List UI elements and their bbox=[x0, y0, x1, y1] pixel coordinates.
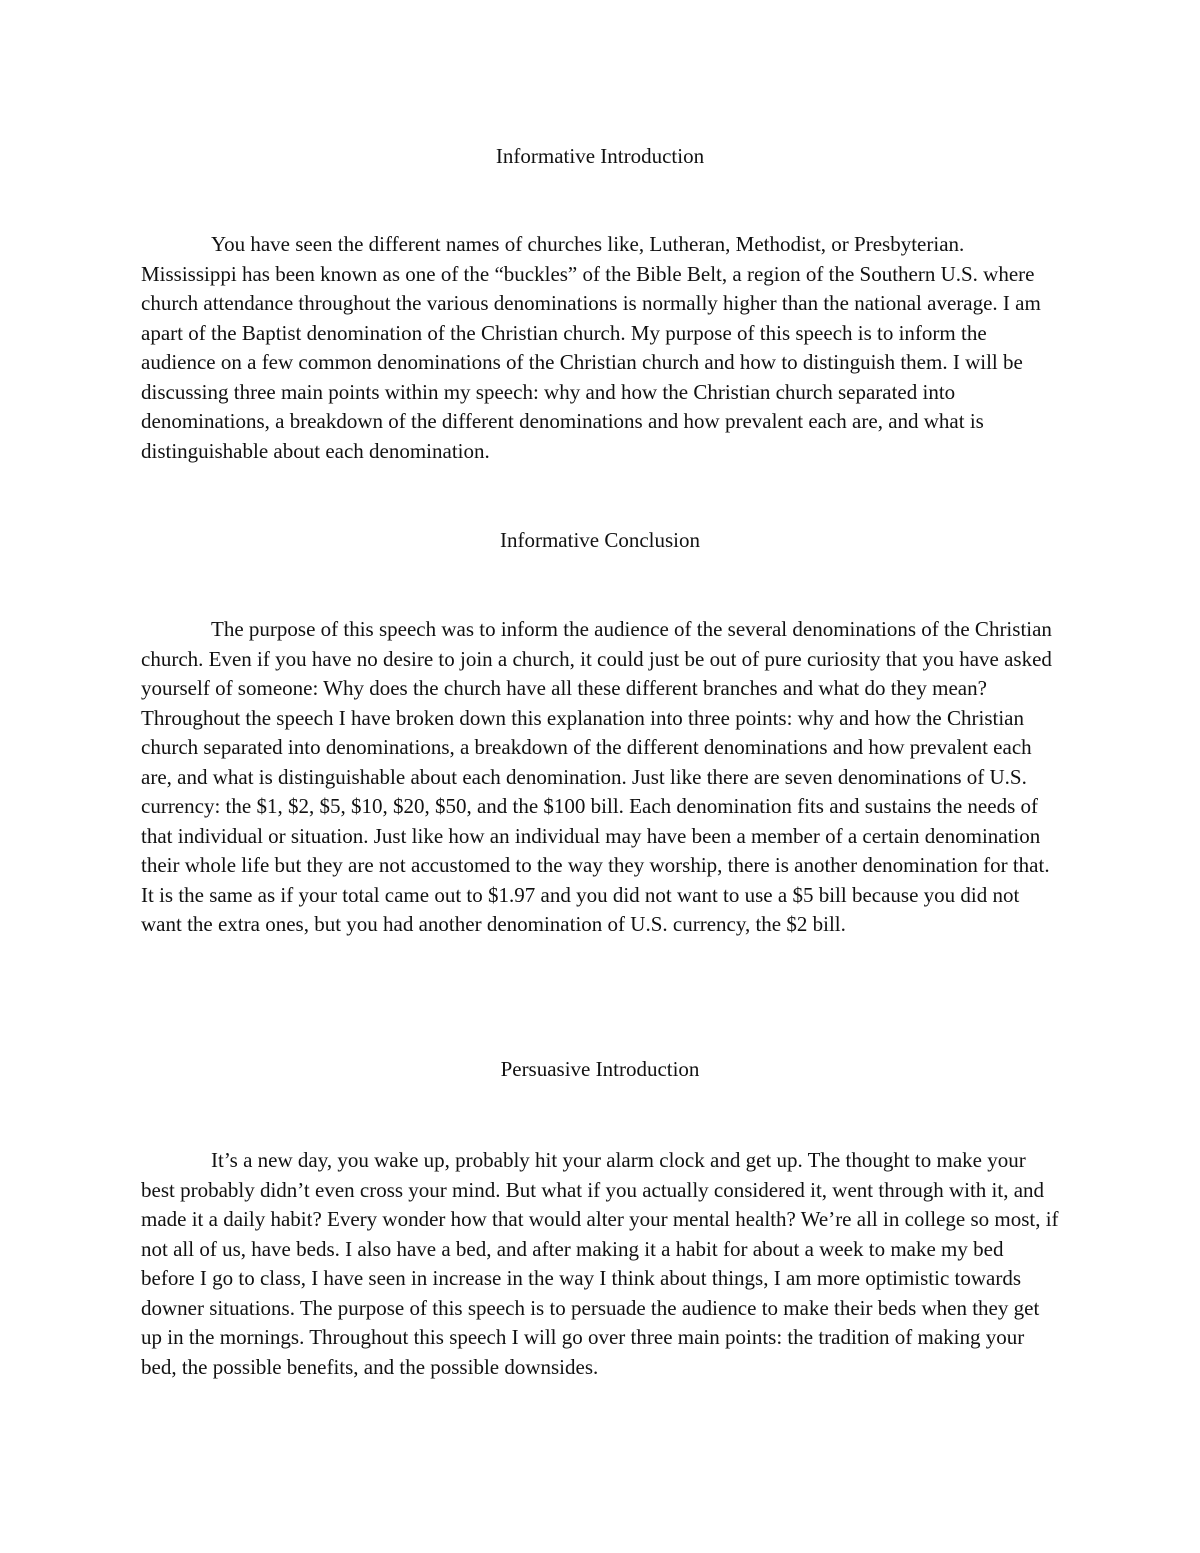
section-body-persuasive-introduction: It’s a new day, you wake up, probably hit your alarm clock and get up. The thought to make your best probably didn’t even cross your mind. But what if you actually considered it, went through with it, and made it a daily habit? Every wonder how that would alter your mental health? We’re all in college so most, if not all of us, have beds. I also have a bed, and after making it a habit for about a week to make my bed before I go to class, I have seen in increase in the way I think about things, I am more optimistic towards downer situations. The purpose of this speech is to persuade the audience to make their beds when they get up in the mornings. Throughout this speech I will go over three main points: the tradition of making your bed, the possible benefits, and the possible downsides. bbox=[141, 1148, 1059, 1379]
section-body-informative-introduction: You have seen the different names of churches like, Lutheran, Methodist, or Presbyterian. Mississippi has been known as one of the “buckles” of the Bible Belt, a region of the Southern U.S. where church attendance throughout the various denominations is normally higher than the national average. I am apart of the Baptist denomination of the Christian church. My purpose of this speech is to inform the audience on a few common denominations of the Christian church and how to distinguish them. I will be discussing three main points within my speech: why and how the Christian church separated into denominations, a breakdown of the different denominations and how prevalent each are, and what is distinguishable about each denomination. bbox=[141, 232, 1041, 463]
section-heading-informative-introduction: Informative Introduction bbox=[495, 144, 705, 168]
section-heading-persuasive-introduction: Persuasive Introduction bbox=[500, 1057, 700, 1081]
section-body-informative-conclusion: The purpose of this speech was to inform the audience of the several denominations of the Christian church. Even if you have no desire to join a church, it could just be out of pure curiosity that you have asked yourself of someone: Why does the church have all these different branches and what do they mean? Throughout the speech I have broken down this explanation into three points: why and how the Christian church separated into denominations, a breakdown of the different denominations and how prevalent each are, and what is distinguishable about each denomination. Just like there are seven denominations of U.S. currency: the $1, $2, $5, $10, $20, $50, and the $100 bill. Each denomination fits and sustains the needs of that individual or situation. Just like how an individual may have been a member of a certain denomination their whole life but they are not accustomed to the way they worship, there is another denomination for that. It is the same as if your total came out to $1.97 and you did not want to use a $5 bill because you did not want the extra ones, but you had another denomination of U.S. currency, the $2 bill. bbox=[141, 617, 1052, 936]
section-heading-informative-conclusion: Informative Conclusion bbox=[499, 528, 701, 552]
